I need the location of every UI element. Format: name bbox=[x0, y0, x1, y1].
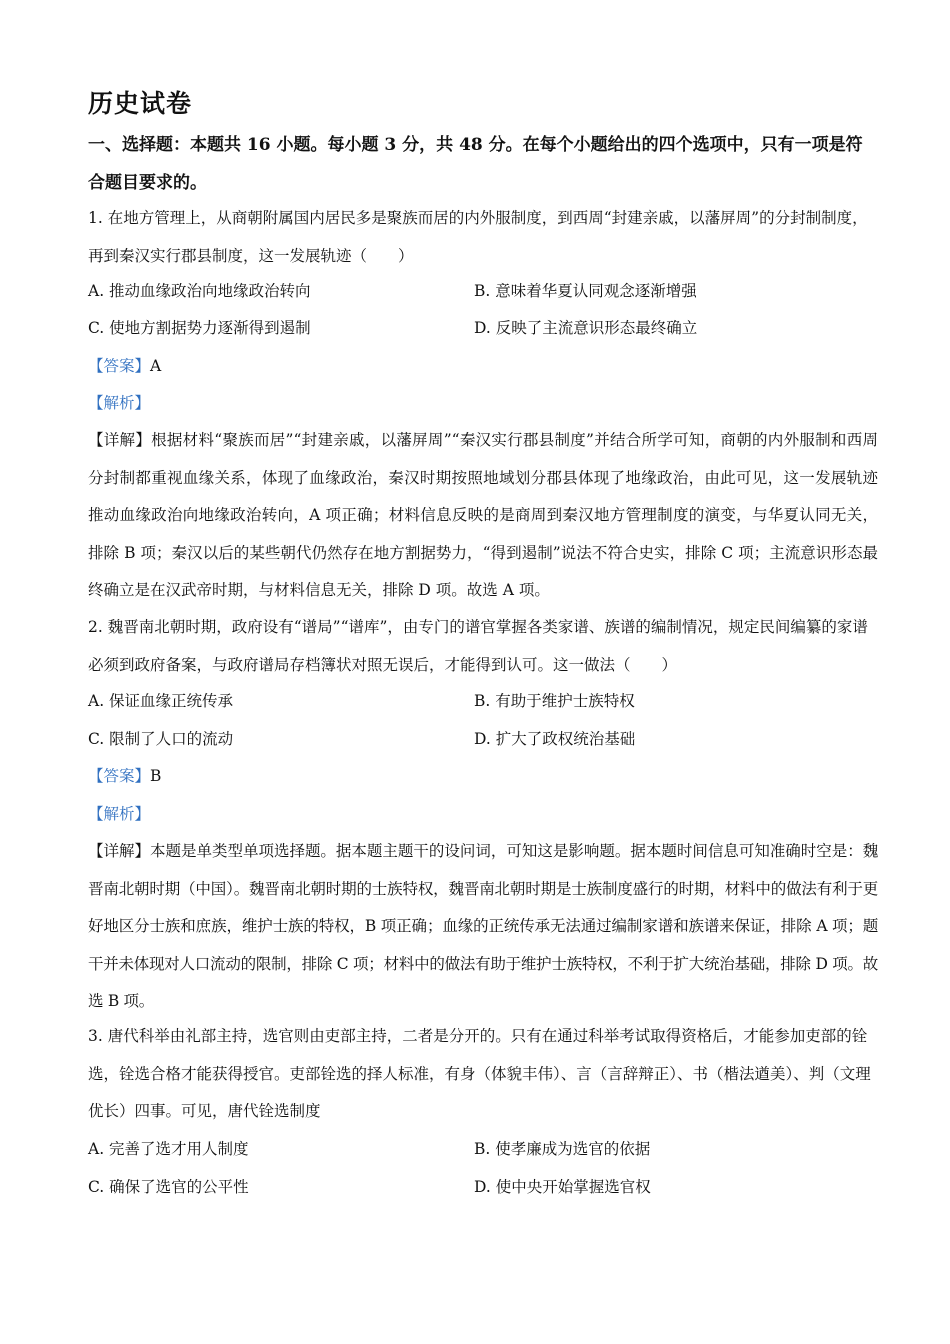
question-2-answer bbox=[88, 764, 161, 788]
answer-value: B bbox=[150, 767, 162, 785]
question-1-option-d: D. 反映了主流意识形态最终确立 bbox=[474, 319, 698, 337]
question-3-option-d: D. 使中央开始掌握选官权 bbox=[474, 1178, 651, 1196]
question-3-stem: 3. 唐代科举由礼部主持，选官则由吏部主持，二者是分开的。只有在通过科举考试取得资格后，才能参加吏部的铨选，铨选合格才能获得授官。吏部铨选的择人标准，有身（体貌丰伟）、言（言辞辩正）、书（楷法遒美）、判（文理优长）四事。可见，唐代铨选制度 bbox=[88, 1027, 871, 1120]
section-heading: 一、选择题：本题共 16 小题。每小题 3 分，共 48 分。在每个小题给出的四个选项中，只有一项是符合题目要求的。 bbox=[88, 135, 863, 193]
detail-label: 【详解】 bbox=[88, 842, 150, 860]
question-2-detail bbox=[88, 833, 878, 1021]
question-2-option-a: A. 保证血缘正统传承 bbox=[88, 692, 234, 710]
question-1-answer bbox=[88, 354, 161, 378]
answer-value: A bbox=[150, 357, 162, 375]
question-1-detail bbox=[88, 422, 878, 610]
answer-label: 【答案】 bbox=[88, 357, 151, 375]
question-1-stem: 1. 在地方管理上，从商朝附属国内居民多是聚族而居的内外服制度，到西周“封建亲戚，以藩屏周”的分封制制度，再到秦汉实行郡县制度，这一发展轨迹（ ） bbox=[88, 209, 868, 265]
answer-label: 【答案】 bbox=[88, 767, 151, 785]
page-title: 历史试卷 bbox=[88, 89, 193, 118]
detail-text: 本题是单类型单项选择题。据本题主题干的设问词，可知这是影响题。据本题时间信息可知准确时空是：魏晋南北朝时期（中国）。魏晋南北朝时期的士族特权，魏晋南北朝时期是士族制度盛行的时期，材料中的做法有利于更好地区分士族和庶族，维护士族的特权，B 项正确；血缘的正统传承无法通过编制家谱和族谱来保证，排除 A 项；题干并未体现对人口流动的限制，排除 C 项；材料中的做法有助于维护士族特权，不利于扩大统治基础，排除 D 项。故选 B 项。 bbox=[88, 842, 878, 1010]
detail-text: 根据材料“聚族而居”“封建亲戚，以藩屏周”“秦汉实行郡县制度”并结合所学可知，商朝的内外服制和西周分封制都重视血缘关系，体现了血缘政治，秦汉时期按照地域划分郡县体现了地缘政治，由此可见，这一发展轨迹推动血缘政治向地缘政治转向，A 项正确；材料信息反映的是商周到秦汉地方管理制度的演变，与华夏认同无关，排除 B 项；秦汉以后的某些朝代仍然存在地方割据势力，“得到遏制”说法不符合史实，排除 C 项；主流意识形态最终确立是在汉武帝时期，与材料信息无关，排除 D 项。故选 A 项。 bbox=[88, 431, 878, 599]
question-1-option-a: A. 推动血缘政治向地缘政治转向 bbox=[88, 282, 311, 300]
question-2-option-d: D. 扩大了政权统治基础 bbox=[474, 730, 636, 748]
question-3-option-a: A. 完善了选才用人制度 bbox=[88, 1140, 249, 1158]
question-1-analysis-label: 【解析】 bbox=[88, 394, 151, 412]
question-2-option-c: C. 限制了人口的流动 bbox=[88, 730, 234, 748]
question-1-option-b: B. 意味着华夏认同观念逐渐增强 bbox=[474, 282, 697, 300]
question-3-option-c: C. 确保了选官的公平性 bbox=[88, 1178, 249, 1196]
question-2-option-b: B. 有助于维护士族特权 bbox=[474, 692, 635, 710]
question-2-analysis-label: 【解析】 bbox=[88, 805, 151, 823]
question-3-option-b: B. 使孝廉成为选官的依据 bbox=[474, 1140, 651, 1158]
question-1-option-c: C. 使地方割据势力逐渐得到遏制 bbox=[88, 319, 311, 337]
detail-label: 【详解】 bbox=[88, 431, 152, 449]
question-2-stem: 2. 魏晋南北朝时期，政府设有“谱局”“谱库”，由专门的谱官掌握各类家谱、族谱的编制情况，规定民间编纂的家谱必须到政府备案，与政府谱局存档簿状对照无误后，才能得到认可。这一做法（ ） bbox=[88, 618, 868, 674]
